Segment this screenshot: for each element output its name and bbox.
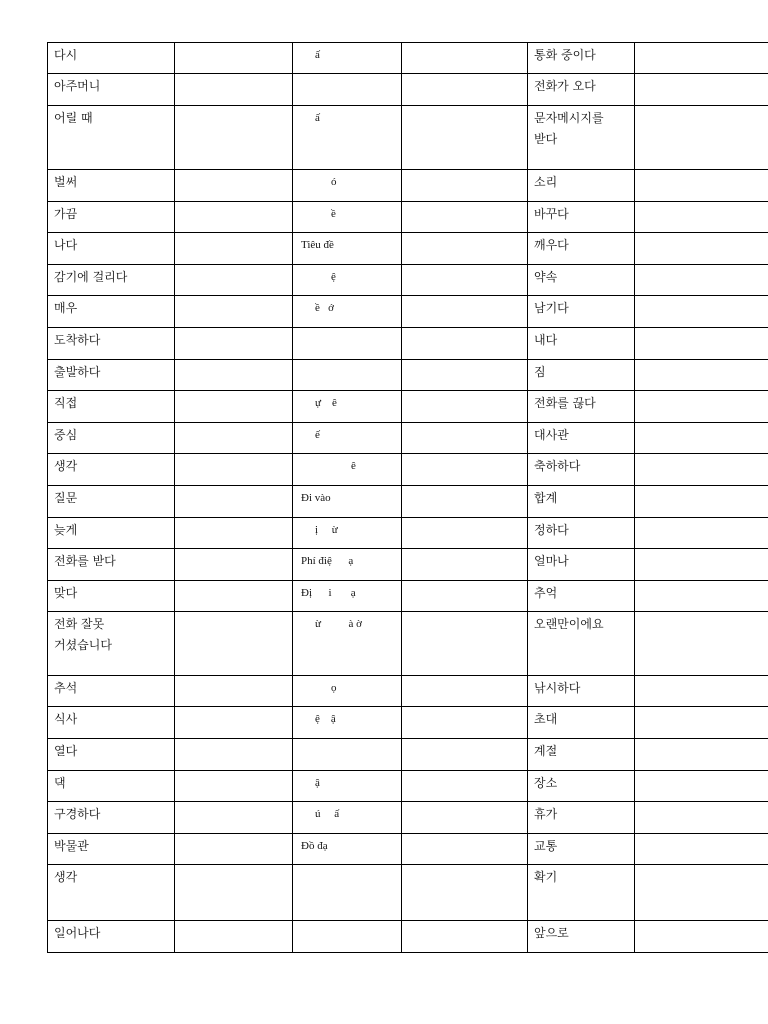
korean-word-cell: 바꾸다: [528, 202, 635, 233]
blank-cell: [635, 581, 768, 612]
table-row: [48, 676, 768, 707]
blank-cell: [635, 423, 768, 454]
korean-word-cell: 출발하다: [48, 360, 175, 391]
table-row: [48, 921, 768, 953]
blank-cell: [402, 106, 528, 170]
blank-cell: [635, 360, 768, 391]
table-row: [48, 518, 768, 549]
vietnamese-fragment-cell: ệ: [293, 265, 402, 296]
blank-cell: [402, 233, 528, 265]
blank-cell: [635, 202, 768, 233]
vietnamese-fragment-cell: [293, 865, 402, 921]
table-row: [48, 771, 768, 802]
korean-word-cell: 추석: [48, 676, 175, 707]
table-row: [48, 612, 768, 676]
korean-word-cell: 전화가 오다: [528, 74, 635, 106]
korean-word-cell: 확기: [528, 865, 635, 921]
blank-cell: [175, 423, 293, 454]
vietnamese-fragment-cell: [293, 360, 402, 391]
korean-word-cell: 직접: [48, 391, 175, 423]
vietnamese-fragment-cell: ọ: [293, 676, 402, 707]
vietnamese-fragment-cell: ế: [293, 423, 402, 454]
table-row: [48, 707, 768, 739]
korean-word-cell: 소리: [528, 170, 635, 202]
blank-cell: [402, 771, 528, 802]
korean-word-cell: 가끔: [48, 202, 175, 233]
blank-cell: [175, 739, 293, 771]
vietnamese-fragment-cell: Phí điệ ạ: [293, 549, 402, 581]
vietnamese-fragment-cell: ừ à ờ: [293, 612, 402, 676]
blank-cell: [635, 391, 768, 423]
blank-cell: [635, 486, 768, 518]
table-row: [48, 549, 768, 581]
vietnamese-fragment-cell: ê: [293, 454, 402, 486]
blank-cell: [175, 612, 293, 676]
blank-cell: [635, 106, 768, 170]
blank-cell: [175, 549, 293, 581]
table-row: [48, 202, 768, 233]
blank-cell: [175, 296, 293, 328]
vietnamese-fragment-cell: ú ấ: [293, 802, 402, 834]
blank-cell: [635, 771, 768, 802]
blank-cell: [175, 106, 293, 170]
blank-cell: [175, 233, 293, 265]
korean-word-cell: 전화를 끊다: [528, 391, 635, 423]
blank-cell: [402, 360, 528, 391]
korean-word-cell: 초대: [528, 707, 635, 739]
table-row: [48, 296, 768, 328]
korean-word-cell: 생각: [48, 865, 175, 921]
korean-word-cell: 중심: [48, 423, 175, 454]
blank-cell: [635, 549, 768, 581]
blank-cell: [635, 707, 768, 739]
blank-cell: [175, 707, 293, 739]
blank-cell: [175, 360, 293, 391]
korean-word-cell: 맞다: [48, 581, 175, 612]
korean-word-cell: 축하하다: [528, 454, 635, 486]
blank-cell: [175, 865, 293, 921]
blank-cell: [402, 518, 528, 549]
korean-word-cell: 일어나다: [48, 921, 175, 953]
korean-word-cell: 전화 잘못 거셨습니다: [48, 612, 175, 676]
vietnamese-fragment-cell: [293, 739, 402, 771]
blank-cell: [175, 518, 293, 549]
korean-word-cell: 오랜만이에요: [528, 612, 635, 676]
vietnamese-fragment-cell: ệ ậ: [293, 707, 402, 739]
korean-word-cell: 휴가: [528, 802, 635, 834]
korean-word-cell: 장소: [528, 771, 635, 802]
vietnamese-fragment-cell: Đị i ạ: [293, 581, 402, 612]
korean-word-cell: 구경하다: [48, 802, 175, 834]
korean-word-cell: 내다: [528, 328, 635, 360]
blank-cell: [635, 454, 768, 486]
blank-cell: [635, 265, 768, 296]
blank-cell: [635, 328, 768, 360]
korean-word-cell: 문자메시지를 받다: [528, 106, 635, 170]
blank-cell: [402, 328, 528, 360]
blank-cell: [175, 265, 293, 296]
blank-cell: [175, 676, 293, 707]
table-row: [48, 106, 768, 170]
blank-cell: [402, 74, 528, 106]
table-row: [48, 328, 768, 360]
korean-word-cell: 깨우다: [528, 233, 635, 265]
korean-word-cell: 낚시하다: [528, 676, 635, 707]
blank-cell: [402, 549, 528, 581]
blank-cell: [635, 921, 768, 953]
blank-cell: [635, 233, 768, 265]
korean-word-cell: 추억: [528, 581, 635, 612]
blank-cell: [635, 612, 768, 676]
blank-cell: [402, 265, 528, 296]
korean-word-cell: 다시: [48, 43, 175, 74]
blank-cell: [635, 74, 768, 106]
blank-cell: [402, 170, 528, 202]
korean-word-cell: 질문: [48, 486, 175, 518]
korean-word-cell: 열다: [48, 739, 175, 771]
vietnamese-fragment-cell: ậ: [293, 771, 402, 802]
vietnamese-fragment-cell: Đi vào: [293, 486, 402, 518]
vietnamese-fragment-cell: Đồ đạ: [293, 834, 402, 865]
table-row: [48, 834, 768, 865]
korean-word-cell: 나다: [48, 233, 175, 265]
blank-cell: [402, 802, 528, 834]
blank-cell: [402, 486, 528, 518]
korean-word-cell: 전화를 받다: [48, 549, 175, 581]
blank-cell: [175, 202, 293, 233]
blank-cell: [402, 865, 528, 921]
table-row: [48, 391, 768, 423]
blank-cell: [175, 834, 293, 865]
blank-cell: [635, 43, 768, 74]
korean-word-cell: 댁: [48, 771, 175, 802]
blank-cell: [402, 739, 528, 771]
blank-cell: [175, 43, 293, 74]
vietnamese-fragment-cell: ó: [293, 170, 402, 202]
korean-word-cell: 남기다: [528, 296, 635, 328]
vietnamese-fragment-cell: [293, 921, 402, 953]
blank-cell: [175, 771, 293, 802]
table-row: [48, 360, 768, 391]
blank-cell: [402, 423, 528, 454]
table-row: [48, 865, 768, 921]
blank-cell: [175, 328, 293, 360]
vietnamese-fragment-cell: ề: [293, 202, 402, 233]
blank-cell: [175, 170, 293, 202]
blank-cell: [175, 454, 293, 486]
blank-cell: [635, 802, 768, 834]
korean-word-cell: 식사: [48, 707, 175, 739]
korean-word-cell: 박물관: [48, 834, 175, 865]
korean-word-cell: 약속: [528, 265, 635, 296]
blank-cell: [175, 74, 293, 106]
table-row: [48, 486, 768, 518]
blank-cell: [175, 921, 293, 953]
korean-word-cell: 도착하다: [48, 328, 175, 360]
korean-word-cell: 교통: [528, 834, 635, 865]
korean-word-cell: 정하다: [528, 518, 635, 549]
table-row: [48, 739, 768, 771]
blank-cell: [402, 612, 528, 676]
blank-cell: [402, 921, 528, 953]
blank-cell: [635, 170, 768, 202]
table-row: [48, 265, 768, 296]
blank-cell: [402, 43, 528, 74]
blank-cell: [402, 391, 528, 423]
vietnamese-fragment-cell: ự ê: [293, 391, 402, 423]
blank-cell: [635, 739, 768, 771]
blank-cell: [635, 296, 768, 328]
vietnamese-fragment-cell: ề ớ: [293, 296, 402, 328]
vietnamese-fragment-cell: [293, 74, 402, 106]
korean-word-cell: 통화 중이다: [528, 43, 635, 74]
blank-cell: [635, 676, 768, 707]
korean-word-cell: 매우: [48, 296, 175, 328]
korean-word-cell: 벌써: [48, 170, 175, 202]
table-row: [48, 454, 768, 486]
korean-word-cell: 대사관: [528, 423, 635, 454]
korean-word-cell: 앞으로: [528, 921, 635, 953]
korean-word-cell: 늦게: [48, 518, 175, 549]
table-row: [48, 74, 768, 106]
blank-cell: [402, 454, 528, 486]
vietnamese-fragment-cell: ấ: [293, 106, 402, 170]
blank-cell: [635, 518, 768, 549]
blank-cell: [402, 707, 528, 739]
blank-cell: [175, 802, 293, 834]
blank-cell: [175, 391, 293, 423]
vietnamese-fragment-cell: Tiêu đề: [293, 233, 402, 265]
table-row: [48, 43, 768, 74]
vocabulary-table-body: [48, 43, 768, 953]
korean-word-cell: 짐: [528, 360, 635, 391]
korean-word-cell: 어릴 때: [48, 106, 175, 170]
vietnamese-fragment-cell: ị ừ: [293, 518, 402, 549]
table-row: [48, 581, 768, 612]
korean-word-cell: 감기에 걸리다: [48, 265, 175, 296]
table-row: [48, 233, 768, 265]
table-row: [48, 802, 768, 834]
blank-cell: [175, 581, 293, 612]
korean-word-cell: 아주머니: [48, 74, 175, 106]
blank-cell: [635, 865, 768, 921]
blank-cell: [402, 834, 528, 865]
blank-cell: [402, 676, 528, 707]
vietnamese-fragment-cell: ấ: [293, 43, 402, 74]
blank-cell: [635, 834, 768, 865]
blank-cell: [402, 202, 528, 233]
korean-word-cell: 생각: [48, 454, 175, 486]
table-row: [48, 423, 768, 454]
vietnamese-fragment-cell: [293, 328, 402, 360]
blank-cell: [402, 581, 528, 612]
korean-word-cell: 계절: [528, 739, 635, 771]
blank-cell: [175, 486, 293, 518]
vocabulary-table: [47, 42, 768, 953]
table-row: [48, 170, 768, 202]
korean-word-cell: 얼마나: [528, 549, 635, 581]
korean-word-cell: 합계: [528, 486, 635, 518]
blank-cell: [402, 296, 528, 328]
